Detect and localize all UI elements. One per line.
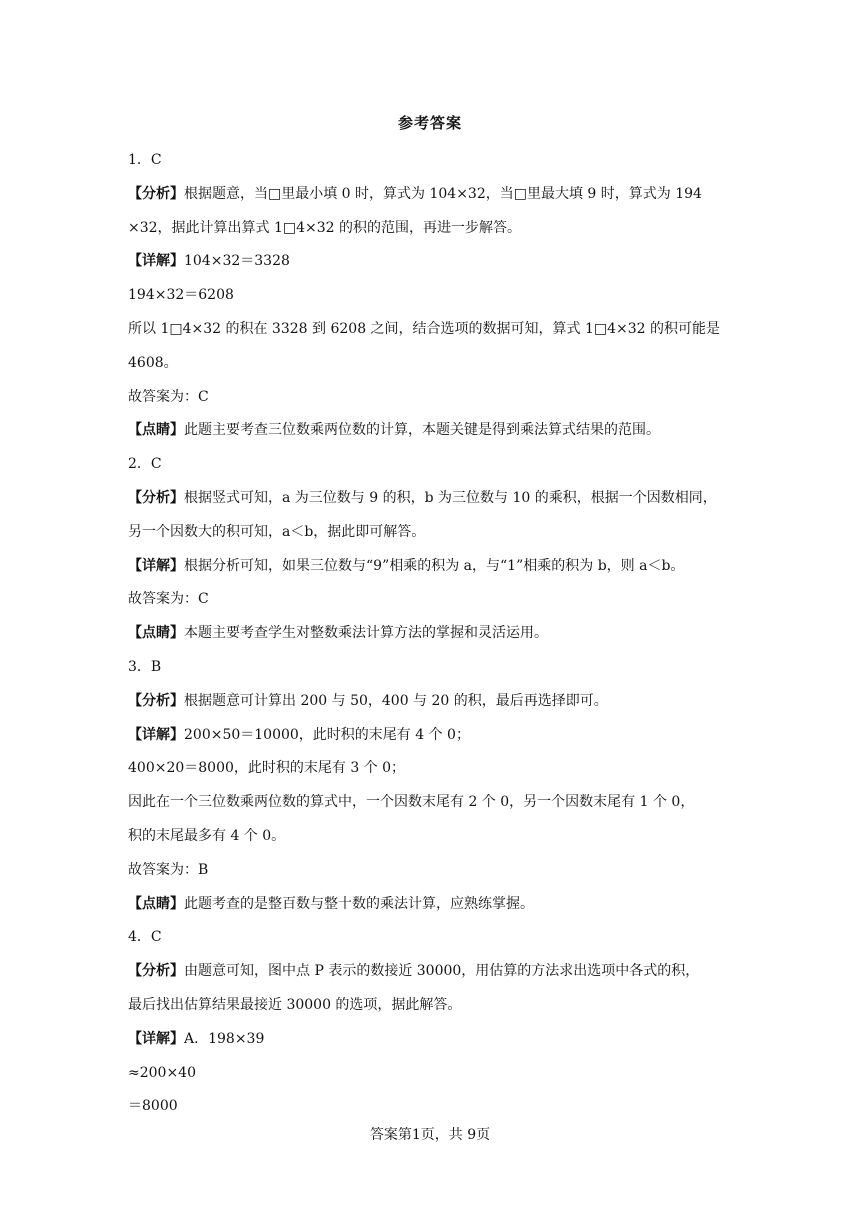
line-text: 所以 1□4×32 的积在 3328 到 6208 之间，结合选项的数据可知，算式 1□4×32 的积可能是	[128, 320, 721, 337]
line-text: 1．C	[128, 152, 162, 168]
section-tag: 【详解】	[128, 726, 184, 743]
text-line	[128, 347, 738, 381]
line-text: 根据分析可知，如果三位数与“9”相乘的积为 a，与“1”相乘的积为 b，则 a＜b。	[184, 557, 685, 574]
line-text: 另一个因数大的积可知，a＜b，据此即可解答。	[128, 523, 426, 540]
line-text: 3．B	[128, 658, 162, 675]
line-text: ＝8000	[128, 1098, 178, 1115]
section-tag: 【详解】	[128, 1030, 184, 1047]
text-line	[128, 550, 738, 584]
line-text: ×32，据此计算出算式 1□4×32 的积的范围，再进一步解答。	[128, 219, 522, 236]
text-line	[128, 448, 738, 482]
section-tag: 【分析】	[128, 185, 184, 202]
line-text: 根据题意可计算出 200 与 50，400 与 20 的积，最后再选择即可。	[184, 692, 608, 709]
text-line	[128, 617, 738, 651]
line-text: 200×50＝10000，此时积的末尾有 4 个 0；	[184, 726, 470, 743]
line-text: 此题考查的是整百数与整十数的乘法计算，应熟练掌握。	[184, 895, 534, 912]
text-line	[128, 651, 738, 685]
answer-body	[128, 144, 738, 1124]
line-text: 4608。	[128, 354, 178, 371]
line-text: ≈200×40	[128, 1064, 196, 1081]
text-line	[128, 245, 738, 279]
section-tag: 【点睛】	[128, 625, 184, 642]
section-tag: 【分析】	[128, 963, 184, 980]
line-text: 400×20＝8000，此时积的末尾有 3 个 0；	[128, 760, 406, 777]
line-text: 最后找出估算结果最接近 30000 的选项，据此解答。	[128, 996, 462, 1013]
text-line	[128, 381, 738, 415]
line-text: 104×32＝3328	[184, 253, 290, 270]
line-text: 本题主要考查学生对整数乘法计算方法的掌握和灵活运用。	[184, 625, 548, 642]
text-line	[128, 516, 738, 550]
text-line	[128, 921, 738, 955]
text-line	[128, 279, 738, 313]
line-text: 故答案为：C	[128, 591, 209, 608]
line-text: A．198×39	[184, 1030, 265, 1047]
text-line	[128, 482, 738, 516]
line-text: 此题主要考查三位数乘两位数的计算，本题关键是得到乘法算式结果的范围。	[184, 422, 660, 439]
text-line	[128, 752, 738, 786]
text-line	[128, 583, 738, 617]
text-line	[128, 414, 738, 448]
text-line	[128, 144, 738, 178]
section-tag: 【分析】	[128, 489, 184, 506]
page-footer: 答案第1页，共 9页	[369, 1127, 491, 1143]
text-line	[128, 820, 738, 854]
text-line	[128, 685, 738, 719]
line-text: 因此在一个三位数乘两位数的算式中，一个因数末尾有 2 个 0，另一个因数末尾有 1 个 0，	[128, 794, 695, 811]
text-line	[128, 786, 738, 820]
line-text: 积的末尾最多有 4 个 0。	[128, 827, 286, 844]
text-line	[128, 719, 738, 753]
section-tag: 【分析】	[128, 692, 184, 709]
text-line	[128, 313, 738, 347]
section-tag: 【点睛】	[128, 422, 184, 439]
line-text: 根据竖式可知，a 为三位数与 9 的积，b 为三位数与 10 的乘积，根据一个因数相同，	[184, 489, 717, 506]
page-title: 参考答案	[397, 114, 462, 132]
text-line	[128, 1090, 738, 1124]
line-text: 4．C	[128, 929, 162, 946]
text-line	[128, 178, 738, 212]
text-line	[128, 1057, 738, 1091]
section-tag: 【详解】	[128, 253, 184, 270]
line-text: 由题意可知，图中点 P 表示的数接近 30000，用估算的方法求出选项中各式的积，	[184, 963, 700, 980]
text-line	[128, 989, 738, 1023]
text-line	[128, 955, 738, 989]
line-text: 故答案为：C	[128, 388, 209, 405]
text-line	[128, 888, 738, 922]
section-tag: 【点睛】	[128, 895, 184, 912]
text-line	[128, 212, 738, 246]
text-line	[128, 1023, 738, 1057]
line-text: 2．C	[128, 456, 162, 473]
line-text: 故答案为：B	[128, 861, 209, 878]
text-line	[128, 854, 738, 888]
line-text: 194×32＝6208	[128, 287, 234, 304]
section-tag: 【详解】	[128, 557, 184, 574]
line-text: 根据题意，当□里最小填 0 时，算式为 104×32，当□里最大填 9 时，算式为 194	[184, 185, 702, 202]
